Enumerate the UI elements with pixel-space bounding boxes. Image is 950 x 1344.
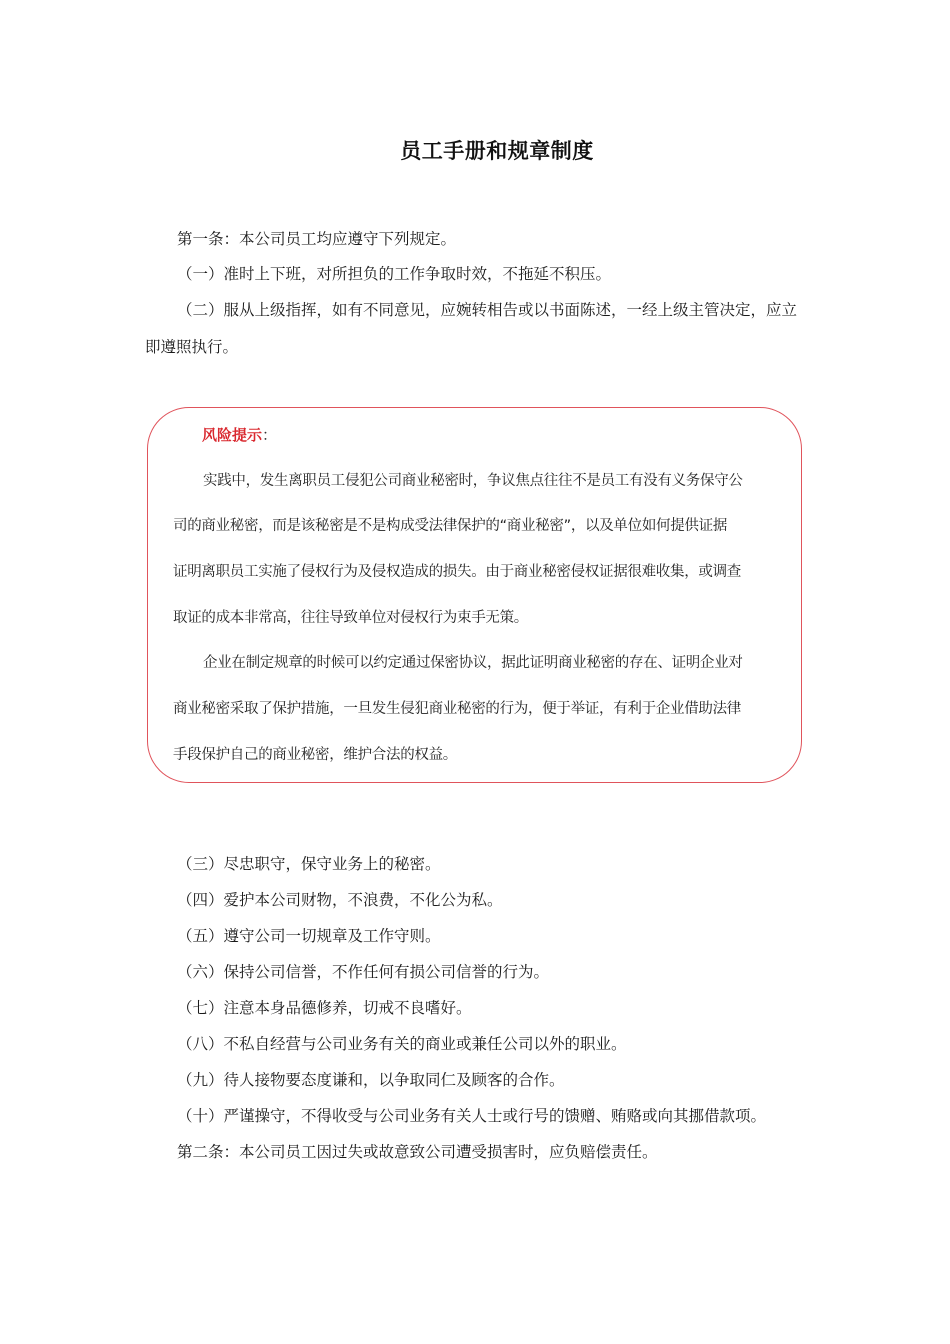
risk-notice-line-3: 证明离职员工实施了侵权行为及侵权造成的损失。由于商业秘密侵权证据很难收集，或调查 [173, 564, 741, 580]
risk-notice-line-7: 手段保护自己的商业秘密，维护合法的权益。 [173, 747, 457, 763]
article-1-item-3: （三）尽忠职守，保守业务上的秘密。 [177, 855, 441, 873]
article-1-item-9: （九）待人接物要态度谦和，以争取同仁及顾客的合作。 [177, 1071, 565, 1089]
article-1-item-6: （六）保持公司信誉，不作任何有损公司信誉的行为。 [177, 963, 550, 981]
risk-notice-title [202, 424, 277, 445]
article-1-heading: 第一条：本公司员工均应遵守下列规定。 [177, 230, 457, 248]
page-title: 员工手册和规章制度 [400, 139, 594, 163]
article-1-item-1: （一）准时上下班，对所担负的工作争取时效，不拖延不积压。 [177, 265, 612, 283]
risk-notice-box [147, 407, 802, 783]
article-1-item-5: （五）遵守公司一切规章及工作守则。 [177, 927, 441, 945]
article-1-item-2-line-1: （二）服从上级指挥，如有不同意见，应婉转相告或以书面陈述，一经上级主管决定，应立 [177, 301, 798, 319]
article-2-heading: 第二条：本公司员工因过失或故意致公司遭受损害时，应负赔偿责任。 [177, 1143, 658, 1161]
risk-notice-line-2: 司的商业秘密，而是该秘密是不是构成受法律保护的“商业秘密”，以及单位如何提供证据 [173, 518, 728, 534]
article-1-item-8: （八）不私自经营与公司业务有关的商业或兼任公司以外的职业。 [177, 1035, 627, 1053]
article-1-item-7: （七）注意本身品德修养，切戒不良嗜好。 [177, 999, 472, 1017]
risk-notice-line-1: 实践中，发生离职员工侵犯公司商业秘密时，争议焦点往往不是员工有没有义务保守公 [203, 473, 743, 489]
risk-notice-line-6: 商业秘密采取了保护措施，一旦发生侵犯商业秘密的行为，便于举证，有利于企业借助法律 [173, 701, 741, 717]
risk-notice-title-text: 风险提示 [202, 426, 263, 444]
risk-notice-line-4: 取证的成本非常高，往往导致单位对侵权行为束手无策。 [173, 610, 528, 626]
article-1-item-2-line-2: 即遵照执行。 [145, 338, 239, 356]
article-1-item-10: （十）严谨操守，不得收受与公司业务有关人士或行号的馈赠、贿赂或向其挪借款项。 [177, 1107, 767, 1125]
article-1-item-4: （四）爱护本公司财物，不浪费，不化公为私。 [177, 891, 503, 909]
risk-notice-line-5: 企业在制定规章的时候可以约定通过保密协议，据此证明商业秘密的存在、证明企业对 [203, 655, 743, 671]
risk-notice-title-colon: ： [262, 426, 278, 444]
